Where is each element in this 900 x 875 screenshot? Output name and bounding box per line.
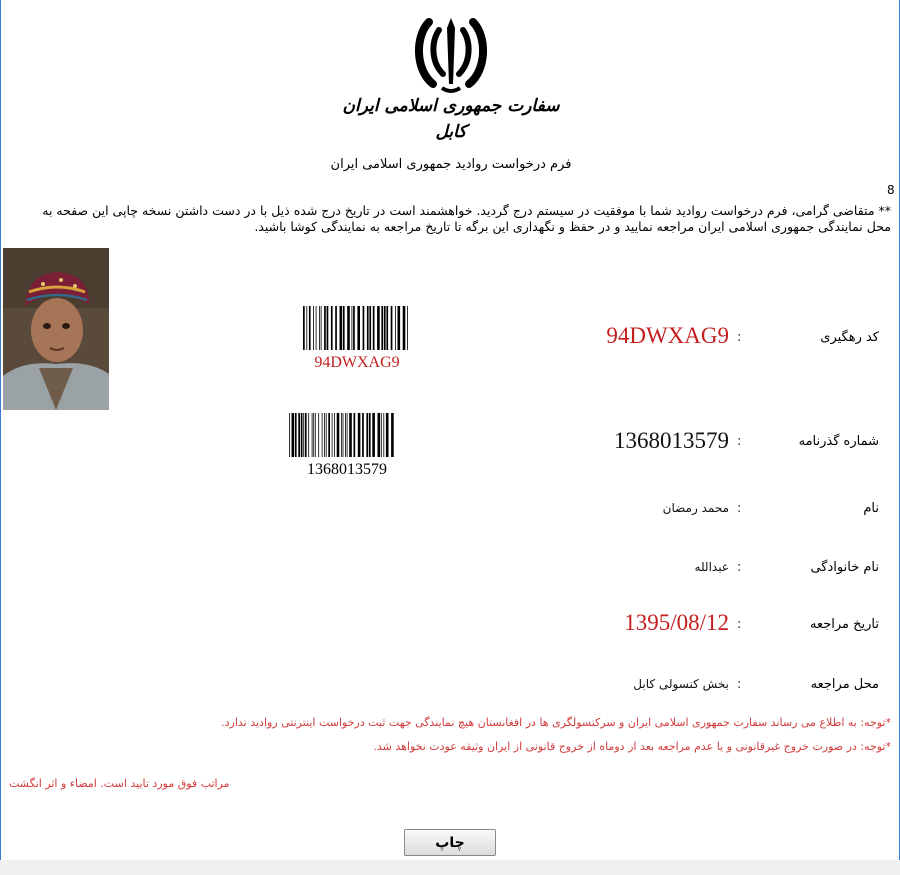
passport-barcode-bar [383,413,384,457]
tracking-barcode-bar [319,306,320,350]
tracking-barcode-bar [391,306,393,350]
tracking-barcode-bar [363,306,365,350]
passport-barcode-bar [324,413,325,457]
tracking-barcode-bar [324,306,326,350]
print-button[interactable]: چاپ [404,829,496,856]
tracking-barcode-bar [381,306,383,350]
tracking-barcode-bar [367,306,369,350]
tracking-barcode-bar [321,306,322,350]
tracking-barcode-bar [327,306,329,350]
tracking-barcode-bar [373,306,375,350]
passport-barcode-bar [354,413,356,457]
tracking-barcode-bar [303,306,305,350]
tracking-barcode-bar [369,306,371,350]
tracking-barcode-bar [386,306,388,350]
intro-line-1: ** متقاضی گرامی، فرم درخواست روادید شما با موفقیت در سیستم درج گردید. خواهشمند است در تاریخ درج شده ذیل با در دست داشتن نسخه چاپی این صفحه به [42,203,891,218]
intro-line-2: محل نمایندگی جمهوری اسلامی ایران مراجعه نمایید و در حفظ و نگهداری این برگه تا تاریخ مراجعه به نمایندگی کوشا باشید. [254,219,891,234]
passport-barcode-bar [343,413,344,457]
appointment-place-colon: : [737,677,742,692]
passport-label: شماره گذرنامه [798,434,879,449]
confirmation-text: مراتب فوق مورد تایید است. امضاء و اثر انگشت [9,777,230,790]
first-name-value: محمد رمضان [662,501,729,515]
note-no-agency: *توجه: به اطلاع می رساند سفارت جمهوری اسلامی ایران و سرکنسولگری ها در افغانستان هیچ نمایندگی جهت ثبت درخواست اینترنتی روادید ندارد. [221,716,891,729]
last-name-value: عبدالله [694,560,729,574]
passport-barcode-bar [315,413,316,457]
passport-barcode-bar [312,413,313,457]
form-title: فرم درخواست روادید جمهوری اسلامی ایران [330,157,572,172]
last-name-colon: : [737,560,742,575]
appointment-place-value: بخش کنسولی کابل [633,677,729,691]
note-deposit: *توجه: در صورت خروج غیرقانونی و یا عدم مراجعه بعد از دوماه از خروج قانونی از ایران وثیقه عودت نخواهد شد. [373,740,891,753]
passport-barcode-bar [292,413,295,457]
passport-barcode-bar [328,413,330,457]
first-name-colon: : [737,501,742,516]
appointment-date-value: 1395/08/12 [624,610,729,635]
passport-barcode [289,413,395,457]
passport-value: 1368013579 [614,428,729,453]
tracking-barcode-bar [353,306,355,350]
passport-barcode-bar [334,413,335,457]
tracking-code-label: کد رهگیری [820,330,879,345]
passport-barcode-bar [366,413,368,457]
passport-barcode-bar [308,413,309,457]
passport-barcode-bar [347,413,348,457]
tracking-barcode-bar [357,306,360,350]
passport-barcode-bar [378,413,381,457]
iran-emblem-icon [409,12,493,96]
passport-barcode-bar [369,413,371,457]
passport-barcode-bar [332,413,333,457]
window-bottom-strip [0,860,900,875]
passport-barcode-bar [305,413,307,457]
passport-barcode-bar [289,413,290,457]
tracking-barcode-bar [313,306,314,350]
tracking-barcode-bar [352,306,353,350]
tracking-barcode [303,306,409,350]
passport-barcode-bar [358,413,361,457]
tracking-barcode-bar [316,306,317,350]
tracking-barcode-bar [407,306,408,350]
passport-barcode-bar [301,413,303,457]
embassy-name: سفارت جمهوری اسلامی ایران [342,96,560,116]
passport-barcode-bar [318,413,319,457]
passport-barcode-bar [313,413,314,457]
appointment-date-colon: : [737,617,742,632]
tracking-code-colon: : [737,330,742,345]
tracking-barcode-bar [331,306,333,350]
embassy-city: کابل [435,122,467,142]
passport-barcode-bar [341,413,342,457]
top-number: 8 [887,183,895,197]
tracking-barcode-bar [306,306,307,350]
passport-barcode-bar [326,413,327,457]
tracking-barcode-bar [335,306,337,350]
passport-barcode-text: 1368013579 [307,461,387,478]
passport-barcode-bar [381,413,382,457]
appointment-place-label: محل مراجعه [810,677,879,692]
tracking-barcode-bar [309,306,311,350]
tracking-barcode-bar [395,306,396,350]
tracking-barcode-bar [347,306,350,350]
passport-barcode-bar [362,413,364,457]
passport-barcode-bar [372,413,375,457]
passport-barcode-bar [298,413,300,457]
tracking-barcode-bar [403,306,406,350]
first-name-label: نام [863,501,879,516]
tracking-barcode-text: 94DWXAG9 [314,354,400,371]
appointment-date-label: تاریخ مراجعه [809,617,879,632]
applicant-photo [3,248,109,410]
passport-barcode-bar [391,413,394,457]
passport-barcode-bar [295,413,297,457]
last-name-label: نام خانوادگی [810,560,879,575]
passport-colon: : [737,434,742,449]
tracking-code-value: 94DWXAG9 [606,323,729,348]
intro-text [7,203,891,235]
tracking-barcode-bar [343,306,345,350]
tracking-barcode-bar [384,306,386,350]
passport-barcode-bar [386,413,389,457]
tracking-barcode-bar [398,306,401,350]
passport-barcode-bar [303,413,304,457]
tracking-barcode-bar [377,306,380,350]
passport-barcode-bar [337,413,340,457]
tracking-barcode-bar [340,306,343,350]
passport-barcode-bar [345,413,346,457]
passport-barcode-bar [322,413,323,457]
passport-barcode-bar [349,413,352,457]
